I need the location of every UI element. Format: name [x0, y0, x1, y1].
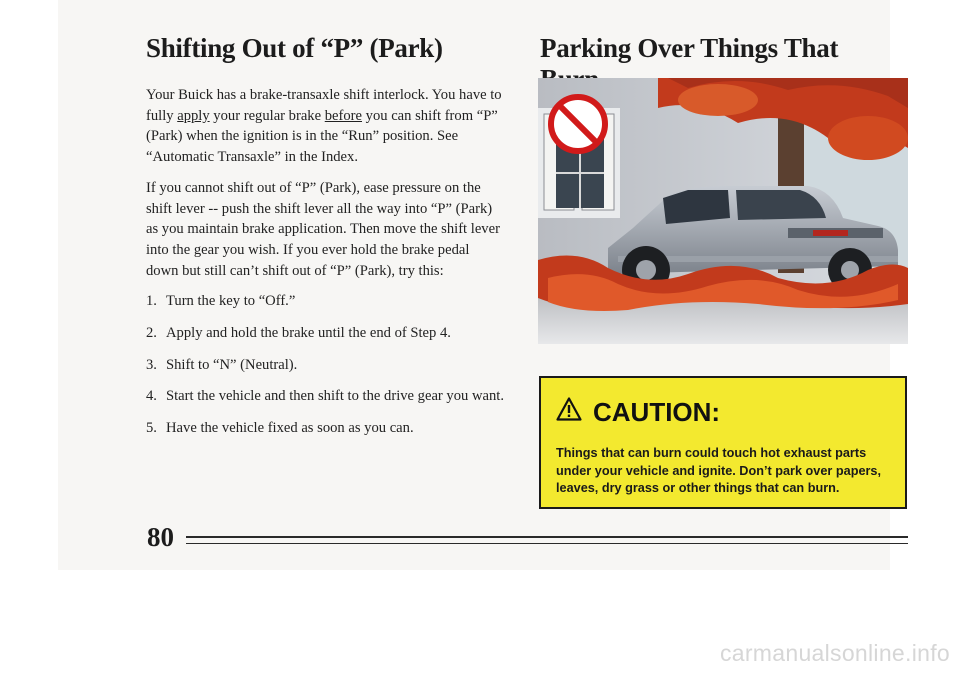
- warning-triangle-icon: [556, 397, 582, 426]
- cannot-shift-paragraph: If you cannot shift out of “P” (Park), ease pressure on the shift lever -- push the shift lever all the way into “P” (Park) as you maintain brake application. Then move the shift lever into the gear you wish. If you ever hold the brake pedal down but still can’t shift out of “P” (Park), try this:: [146, 179, 500, 279]
- para1-text-a: Your Buick has a brake-transaxle shift interlock. You have to fully: [146, 87, 502, 124]
- page-number: 80: [147, 522, 174, 552]
- shift-interlock-paragraph: [146, 85, 504, 168]
- parked-car-over-leaves-photo: [538, 78, 908, 344]
- step-number: 3.: [146, 356, 157, 373]
- list-item: [146, 291, 504, 312]
- list-item: [146, 323, 504, 344]
- para1-text-c: you can shift from “P” (Park) when the ignition is in the “Run” position. See “Automatic Transaxle” in the Index.: [146, 107, 498, 166]
- step-number: 2.: [146, 325, 157, 342]
- list-item: [146, 355, 504, 376]
- manual-page: [58, 0, 890, 570]
- step-text: Start the vehicle and then shift to the drive gear you want.: [166, 388, 504, 405]
- section-heading-parking-over-things-that-burn: Parking Over Things That: [540, 33, 839, 63]
- step-number: 5.: [146, 420, 157, 437]
- step-text: Apply and hold the brake until the end of Step 4.: [166, 325, 451, 342]
- footer-rule: [186, 536, 908, 544]
- underlined-apply: apply: [177, 107, 210, 124]
- caution-title: CAUTION:: [593, 397, 721, 427]
- step-text: Have the vehicle fixed as soon as you can.: [166, 420, 414, 437]
- left-column-text: [146, 85, 504, 450]
- caution-text: Things that can burn could touch hot exhaust parts under your vehicle and ignite. Don’t park over papers, leaves, dry grass or other things that can burn.: [556, 446, 882, 495]
- step-number: 1.: [146, 293, 157, 310]
- step-text: Turn the key to “Off.”: [166, 293, 296, 310]
- para1-text-b: your regular brake: [209, 107, 325, 124]
- watermark: carmanualsonline.info: [719, 640, 950, 666]
- step-number: 4.: [146, 388, 157, 405]
- list-item: [146, 418, 504, 439]
- step-text: Shift to “N” (Neutral).: [166, 356, 298, 373]
- list-item: [146, 386, 504, 407]
- steps-list: [146, 291, 504, 439]
- caution-box: [539, 376, 907, 509]
- section-heading-shifting-out-of-park: Shifting Out of “P” (Park): [146, 33, 443, 63]
- underlined-before: before: [324, 107, 363, 124]
